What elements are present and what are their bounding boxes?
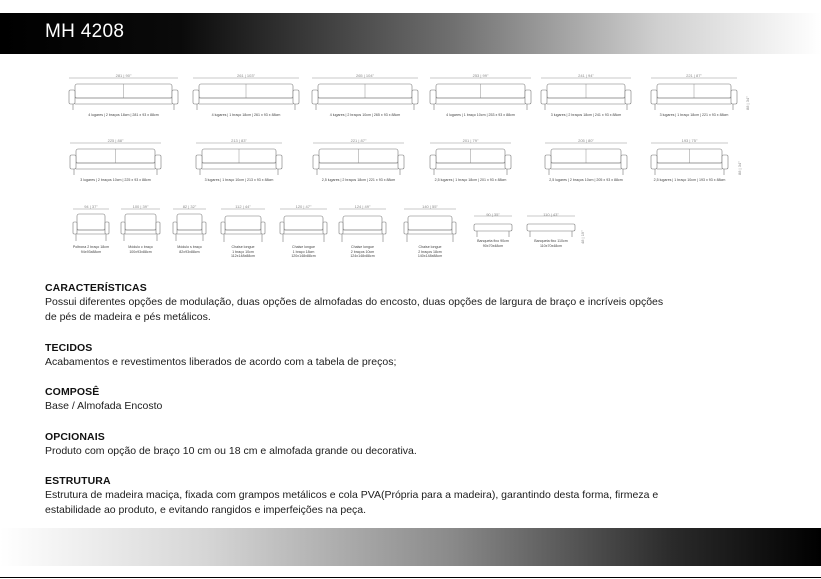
width-dimension: 253 | 99" [472,73,489,78]
width-dimension: 100 | 39" [132,204,149,209]
drawing-caption: 3 lugares | 1 braço 18cm | 221 x 93 x 88cm [659,113,729,117]
drawing-caption: Chaise longue 2 braços 10cm 124x148x88cm [350,245,375,259]
section-title: OPCIONAIS [45,431,105,443]
width-dimension: 201 | 79" [462,138,479,143]
row1-item-2 [193,72,299,124]
row2-item-5 [545,137,627,189]
width-dimension: 241 | 94" [578,73,594,78]
furniture-drawing [69,72,178,112]
height-dimension: 88 | 34" [745,96,750,110]
section-text: Produto com opção de braço 10 cm ou 18 cm e almofada grande ou decorativa. [45,445,417,457]
width-dimension: 265 | 104" [355,73,375,78]
row3-item-8 [474,206,512,258]
row1-item-5 [541,72,631,124]
furniture-drawing [651,137,728,177]
row3-item-9 [527,206,575,258]
drawing-caption: Módulo s braço 82x93x88cm [177,245,202,254]
height-dimension: 88 | 34" [737,161,742,175]
width-dimension: 124 | 49" [354,204,371,209]
furniture-drawing [193,72,299,112]
drawing-caption: Chaise longue 1 braço 18cm 120x148x88cm [291,245,316,259]
width-dimension: 120 | 47" [295,204,312,209]
section-title: CARACTERÍSTICAS [45,282,147,294]
furniture-drawing [173,206,206,246]
row2-item-6 [651,137,728,189]
drawing-caption: 4 lugares | 2 braços 10cm | 265 x 93 x 88cm [329,113,401,117]
section-estrutura [45,475,665,518]
height-dimension: 48 | 19" [580,230,585,244]
row3-item-4 [221,206,265,258]
section-title: COMPOSÊ [45,386,100,398]
section-title: ESTRUTURA [45,475,111,487]
width-dimension: 82 | 32" [182,204,197,209]
drawing-caption: 3 lugares | 2 braços 18cm | 241 x 93 x 88cm [550,113,622,117]
width-dimension: 193 | 75" [681,138,698,143]
width-dimension: 281 | 90" [115,73,132,78]
section-text: Base / Almofada Encosto [45,400,163,412]
drawing-caption: 2,5 lugares | 2 braços 10cm | 205 x 93 x 88cm [549,178,623,182]
row1-item-1 [69,72,178,124]
drawing-caption: 4 lugares | 1 braço 10cm | 253 x 93 x 88cm [446,113,515,117]
drawing-caption: 3 lugares | 2 braços 10cm | 225 x 93 x 88cm [80,178,151,182]
width-dimension: 225 | 88" [107,138,124,143]
row3-item-1 [73,206,109,258]
furniture-drawing [339,206,386,246]
width-dimension: 221 | 87" [350,138,367,143]
drawing-caption: Chaise longue 2 braços 18cm 140x148x88cm [417,245,443,259]
width-dimension: 261 | 103" [236,73,256,78]
width-dimension: 221 | 87" [686,73,702,78]
section-opcionais [45,431,665,459]
row3-item-2 [121,206,160,258]
furniture-drawing [545,137,627,177]
furniture-drawing [70,137,161,177]
drawing-caption: Chaise longue 1 braço 10cm 112x148x88cm [230,245,256,259]
row3-item-6 [339,206,386,258]
drawing-caption: 4 lugares | 1 braço 18cm | 261 x 93 x 88cm [211,113,281,117]
furniture-drawing [73,206,109,246]
furniture-drawing [312,72,418,112]
furniture-drawing [404,206,456,246]
section-title: TECIDOS [45,342,93,354]
width-dimension: 140 | 55" [422,204,438,209]
width-dimension: 112 | 44" [235,204,251,209]
furniture-drawing [196,137,282,177]
drawing-caption: Banqueta fixo 90cm 90x70x48cm [477,239,509,248]
furniture-drawing [221,206,265,246]
furniture-drawing [651,72,737,112]
drawing-caption: 2,5 lugares | 1 braço 18cm | 201 x 93 x 88cm [434,178,507,182]
width-dimension: 213 | 83" [231,138,247,143]
drawing-caption: Banqueta fixo 110cm 110x70x48cm [534,239,568,248]
width-dimension: 94 | 37" [84,204,98,209]
width-dimension: 205 | 80" [578,138,594,143]
row1-item-3 [312,72,418,124]
drawing-caption: Poltrona 2 braço 18cm 94x93x88cm [72,245,110,254]
drawing-caption: 2,5 lugares | 2 braços 18cm | 221 x 93 x 88cm [321,178,396,182]
row2-item-3 [313,137,404,189]
furniture-drawing [541,72,631,112]
drawing-caption: 3 lugares | 1 braço 10cm | 213 x 93 x 88cm [204,178,274,182]
section-compose [45,386,665,414]
footer-divider [0,577,821,578]
row3-item-3 [173,206,206,258]
row1-item-6 [651,72,737,124]
row2-item-4 [430,137,511,189]
section-text: Estrutura de madeira maciça, fixada com grampos metálicos e cola PVA(Própria para a madeira), garantindo desta forma, firmeza e estabilidade ao produto, e evitando rangidos e imperfeições na peça. [45,489,659,516]
row3-item-5 [280,206,327,258]
width-dimension: 110 | 43" [543,212,559,217]
page-title: MH 4208 [45,21,125,42]
furniture-drawing [121,206,160,246]
row2-item-2 [196,137,282,189]
product-drawings [0,0,821,280]
drawing-caption: 4 lugares | 2 braços 18cm | 281 x 93 x 88cm [88,113,159,117]
row3-item-7 [404,206,456,258]
section-tecidos [45,342,665,370]
furniture-drawing [280,206,327,246]
drawing-caption: Módulo c braço 100x93x88cm [128,245,153,254]
furniture-drawing [313,137,404,177]
footer-bar [0,528,821,566]
furniture-drawing [430,72,531,112]
section-caracteristicas [45,282,665,325]
section-text: Acabamentos e revestimentos liberados de acordo com a tabela de preços; [45,356,397,368]
row2-item-1 [70,137,161,189]
width-dimension: 90 | 35" [486,212,500,217]
section-text: Possui diferentes opções de modulação, duas opções de almofadas do encosto, duas opções de largura de braço e incríveis opções de pés de madeira e pés metálicos. [45,296,664,323]
row1-item-4 [430,72,531,124]
furniture-drawing [430,137,511,177]
drawing-caption: 2,5 lugares | 1 braço 10cm | 193 x 93 x 88cm [653,178,726,182]
